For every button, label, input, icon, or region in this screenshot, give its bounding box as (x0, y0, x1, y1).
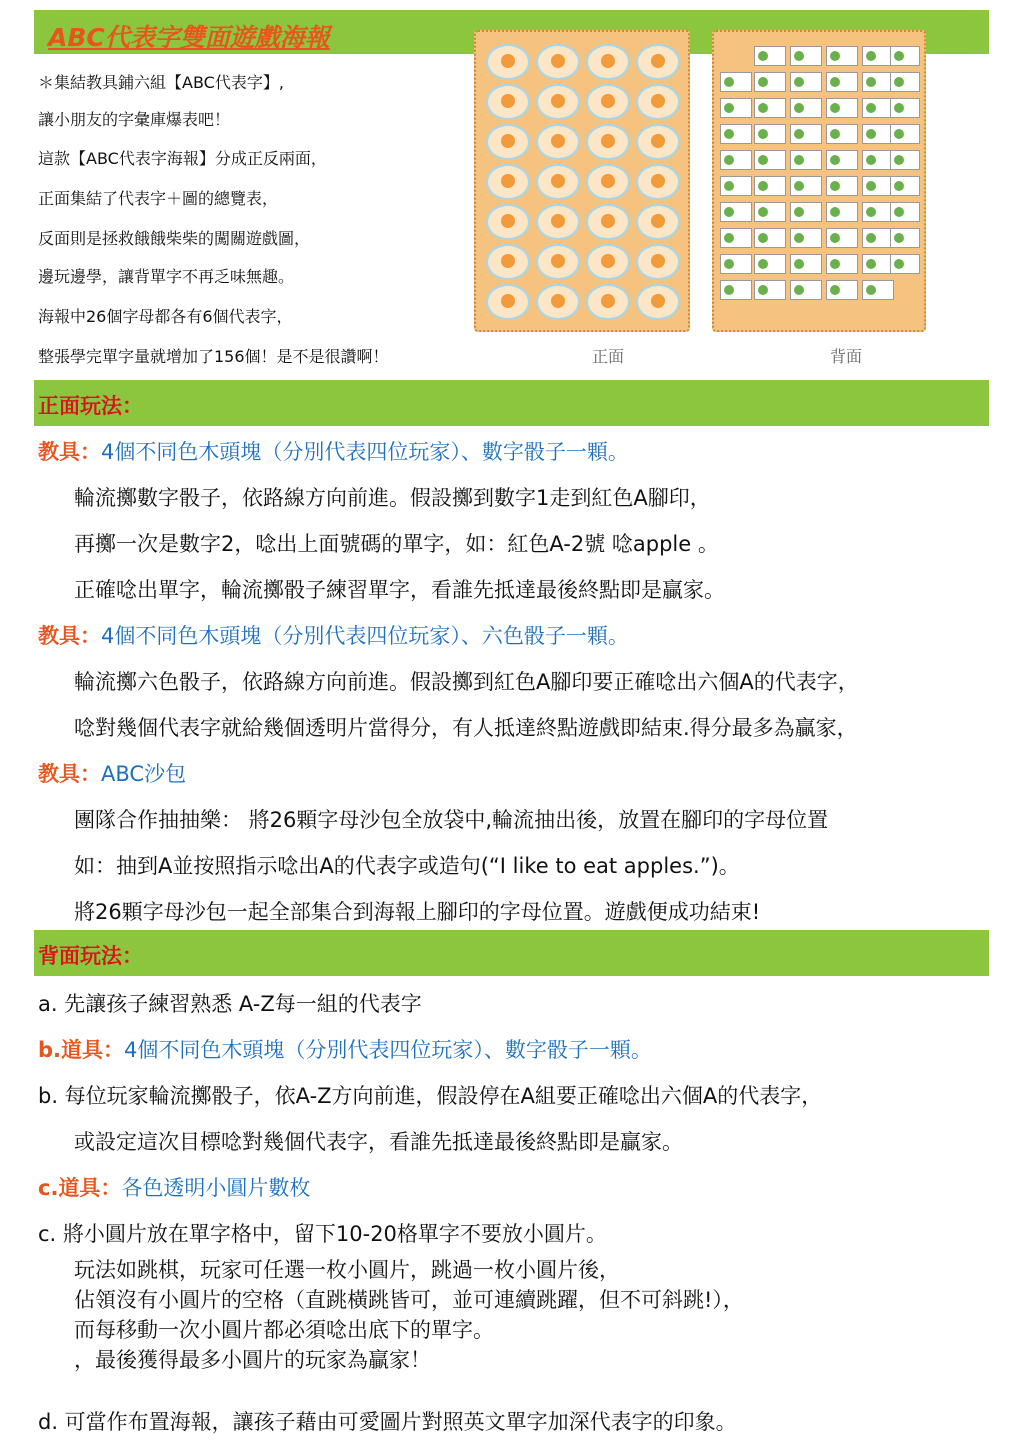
front-tool-1-line: 正確唸出單字，輪流擲骰子練習單字，看誰先抵達最後終點即是贏家。 (74, 578, 725, 602)
front-tool-1-line: 輪流擲數字骰子，依路線方向前進。假設擲到數字1走到紅色A腳印， (74, 486, 711, 510)
tool-value: 4個不同色木頭塊（分別代表四位玩家）、數字骰子一顆。 (124, 1038, 652, 1062)
tool-value: 4個不同色木頭塊（分別代表四位玩家）、數字骰子一顆。 (101, 440, 629, 464)
back-section-bar (34, 930, 989, 976)
intro-line: 邊玩邊學，讓背單字不再乏味無趣。 (38, 267, 295, 286)
front-tool-2 (38, 620, 629, 650)
page-title: ABC代表字雙面遊戲海報 (48, 23, 330, 52)
poster-front-image (474, 30, 690, 332)
tool-label: b.道具： (38, 1038, 125, 1062)
back-item-c-line: 玩法如跳棋，玩家可任選一枚小圓片，跳過一枚小圓片後， (74, 1258, 620, 1282)
front-tool-3 (38, 758, 186, 788)
front-section-heading: 正面玩法： (38, 394, 143, 418)
tool-label: c.道具： (38, 1176, 122, 1200)
tool-value: 4個不同色木頭塊（分別代表四位玩家）、六色骰子一顆。 (101, 624, 629, 648)
tool-label: 教具： (38, 440, 101, 464)
tool-value: 各色透明小圓片數枚 (121, 1176, 311, 1200)
intro-line: 正面集結了代表字＋圖的總覽表， (38, 189, 279, 208)
front-tool-2-line: 唸對幾個代表字就給幾個透明片當得分，有人抵達終點遊戲即結束.得分最多為贏家， (74, 716, 858, 740)
front-tool-1-line: 再擲一次是數字2，唸出上面號碼的單字，如：紅色A-2號 唸apple 。 (74, 532, 719, 556)
back-section-heading: 背面玩法： (38, 944, 143, 968)
front-tool-2-line: 輪流擲六色骰子，依路線方向前進。假設擲到紅色A腳印要正確唸出六個A的代表字， (74, 670, 859, 694)
poster-back-image (712, 30, 926, 332)
back-item-c-line: 而每移動一次小圓片都必須唸出底下的單字。 (74, 1318, 494, 1342)
intro-line: 這款【ABC代表字海報】分成正反兩面， (38, 149, 327, 168)
intro-line: 整張學完單字量就增加了156個！是不是很讚啊！ (38, 347, 389, 366)
intro-line: 反面則是拯救餓餓柴柴的闖關遊戲圖， (38, 229, 311, 248)
intro-line: 讓小朋友的字彙庫爆表吧！ (38, 110, 231, 129)
back-tool-c (38, 1172, 310, 1202)
back-item-c-line: c. 將小圓片放在單字格中，留下10-20格單字不要放小圓片。 (38, 1222, 607, 1246)
front-tool-3-line: 團隊合作抽抽樂： 將26顆字母沙包全放袋中,輪流抽出後，放置在腳印的字母位置 (74, 808, 829, 832)
back-item-c-line: 佔領沒有小圓片的空格（直跳橫跳皆可，並可連續跳躍，但不可斜跳!）， (74, 1288, 744, 1312)
back-item-a: a. 先讓孩子練習熟悉 A-Z每一組的代表字 (38, 992, 422, 1016)
front-tool-3-line: 如：抽到A並按照指示唸出A的代表字或造句(“I like to eat apples.”)。 (74, 854, 740, 878)
tool-label: 教具： (38, 624, 101, 648)
intro-line: 海報中26個字母都各有6個代表字， (38, 307, 293, 326)
intro-line: ＊集結教具鋪六組【ABC代表字】, (38, 73, 284, 92)
back-item-b-line: b. 每位玩家輪流擲骰子，依A-Z方向前進，假設停在A組要正確唸出六個A的代表字， (38, 1084, 823, 1108)
caption-back: 背面 (830, 347, 863, 366)
tool-label: 教具： (38, 762, 101, 786)
back-item-c-line: ，最後獲得最多小圓片的玩家為贏家！ (74, 1348, 431, 1372)
tool-value: ABC沙包 (101, 762, 187, 786)
back-tool-b (38, 1034, 652, 1064)
front-tool-1 (38, 436, 629, 466)
back-item-d: d. 可當作布置海報，讓孩子藉由可愛圖片對照英文單字加深代表字的印象。 (38, 1410, 737, 1434)
back-item-b-line: 或設定這次目標唸對幾個代表字，看誰先抵達最後終點即是贏家。 (74, 1130, 683, 1154)
front-section-bar (34, 380, 989, 426)
caption-front: 正面 (592, 347, 625, 366)
front-tool-3-line: 將26顆字母沙包一起全部集合到海報上腳印的字母位置。遊戲便成功結束! (74, 900, 761, 924)
